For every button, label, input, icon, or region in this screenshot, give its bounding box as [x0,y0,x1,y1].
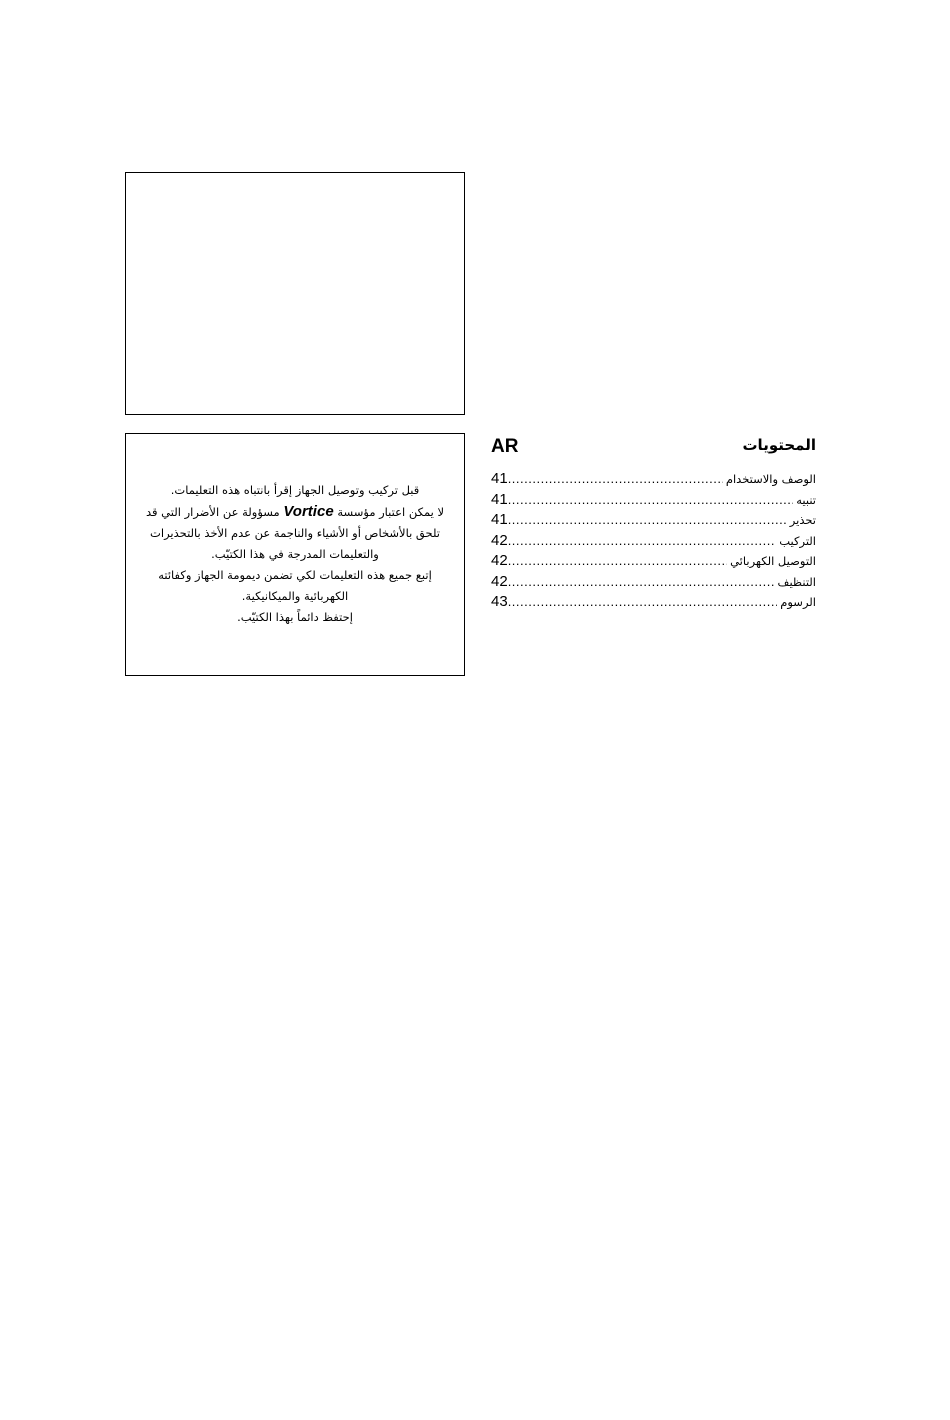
toc-item-cleaning [491,573,816,594]
toc-page-number: 41 [491,490,508,508]
blank-frame [125,172,465,415]
notice-text [140,480,450,628]
toc-leader-dots [508,512,787,527]
toc-page-number: 43 [491,593,508,610]
toc-item-label: الوصف والاستخدام [725,472,816,486]
toc-leader-dots [508,594,778,609]
toc-item-installation [491,532,816,553]
toc-item-label: تحذير [789,513,816,527]
toc-item-label: التركيب [779,533,816,548]
toc-item-label: التوصيل الكهربائي [730,554,816,568]
notice-line-read-instructions: قبل تركيب وتوصيل الجهاز إقرأ بانتباه هذه التعليمات. [170,483,420,497]
notice-line-follow-instructions: إتبع جميع هذه التعليمات لكي تضمن ديمومة الجهاز وكفائته الكهربائية والميكانيكية. [158,568,432,603]
toc-leader-dots [508,492,794,507]
toc-leader-dots [508,574,775,589]
toc-item-label: الرسوم [780,595,816,609]
toc-page-number: 42 [491,531,508,549]
toc-leader-dots [508,553,727,568]
notice-liability-end: مسؤولة عن الأضرار التي قد تلحق بالأشخاص أو الأشياء والناجمة عن عدم الأخذ بالتحذيرات والتعليمات المدرجة في هذا الكتيّب. [145,505,440,561]
notice-line-keep-booklet: إحتفظ دائماً بهذا الكتيّب. [237,610,353,624]
toc-item-warning [491,511,816,532]
toc-item-label: تنبيه [796,492,816,507]
toc-page-number: 41 [491,470,508,487]
toc-leader-dots [508,471,723,486]
toc-header [491,436,816,458]
toc-page-number: 42 [491,572,508,590]
language-code: AR [491,436,519,457]
toc-leader-dots [508,533,777,548]
toc-item-description [491,470,816,491]
notice-liability-start: لا يمكن اعتبار مؤسسة [337,505,445,519]
toc-item-label: التنظيف [777,574,816,589]
brand-name: Vortice [283,503,334,520]
toc-list [491,470,816,614]
notice-line-liability [140,501,450,565]
toc-title: المحتويات [742,436,816,454]
notice-frame [125,433,465,676]
toc-page-number: 41 [491,511,508,528]
toc-item-electrical-connection [491,552,816,573]
toc-page-number: 42 [491,552,508,569]
toc-item-drawings [491,593,816,614]
toc-item-caution [491,491,816,512]
